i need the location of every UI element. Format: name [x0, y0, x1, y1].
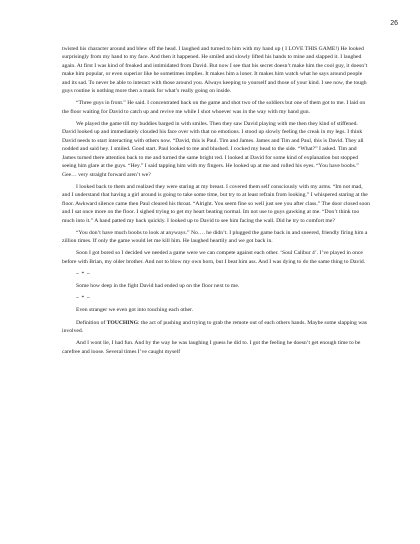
- paragraph: Even stranger we even got into touching each other.: [76, 307, 194, 314]
- paragraph: Soon I got bored so I decided we needed a game were we can compete against each other. ‘Soul Calibur 4’. I’ve played in once before with Brian, my older brother. And not to blow my own horn, but I beat him ass. And I was dying to do the same thing to David.: [62, 250, 366, 265]
- scene-break: ~ * ~: [76, 271, 91, 277]
- definition-lead: Definition of: [76, 319, 107, 326]
- paragraph: “You don’t have much boobs to look at anyways.” No…. he didn’t. I plugged the game back in and sneered, friendly firing him a zillion times. If only the game would let me kill him. He laughed heartily and we got back in.: [62, 229, 368, 245]
- paragraph: Some how deep in the fight David had ended up on the floor next to me.: [76, 283, 240, 290]
- paragraph: We played the game till my buddies barged in with smiles. Then they saw David playing with me then they kind of stiffened. David looked up and immediately clouded his face over with that no emotions. I stood up slowly feeling the creak in my legs. I think David needs to start interacting with others now. “David, this is Paul. Tim and James. James and Tim and Paul, this is David. They all nodded and said hey. I smiled. Good start. Paul looked to me and blushed. I cocked my head to the side. “What?” I asked. Tim and James turned there attention back to me and turned the same bright red. I looked at David for some kind of explanation but stopped seeing him glare at the guys. “Hey.” I said tapping him with my fingers. He looked up at me and rolled his eyes. “You have boobs.” Gee… very straight forward aren’t we?: [62, 121, 364, 178]
- paragraph: “Three guys in front.” He said. I concentrated back on the game and shot two of the soldiers but one of them got to me. I laid on the floor waiting for David to catch up and revive me while I shot whoever was in the way with my hand gun.: [62, 100, 366, 115]
- definition-text: : the act of pushing and trying to grab the remote out of each others hands. Maybe some slapping was involved.: [62, 319, 367, 335]
- definition-term: TOUCHING: [106, 319, 138, 326]
- body-text: [62, 45, 370, 360]
- paragraph: And I wont lie, I had fun. And by the way he was laughing I guess he did to. I got the feeling he doesn’t get enough time to be carefree and loose. Several times I’ve caught myself: [62, 340, 361, 355]
- page-number: 26: [390, 20, 398, 27]
- definition-paragraph: [62, 319, 370, 336]
- scene-break: ~ * ~: [76, 295, 91, 302]
- paragraph: twisted his character around and blew off the head. I laughed and turned to him with my hand up ( I LOVE THIS GAME!) He looked surprisingly from my hand to my face. And then it happened. He smiled and slowly lifted his hands to mine and slapped it. I laughed again. At first I was kind of freaked and intimidated from David. But now I see that his secret doesn’t make him the cool guy, it doesn’t make him popular, or even superior like he sometimes implies. It makes him a loner. It makes him watch what he says around people and its sad. To never be able to interact with those around you. Always keeping to yourself and those of your kind. I see now, the tough guys routine is nothing more then a mask for what’s really going on inside.: [62, 46, 368, 95]
- paragraph: I looked back to them and realized they were staring at my breast. I covered them self consciously with my arms. “Im not mad, and I understand that having a girl around is going to take some time, but try to at least refrain from looking.” I whispered staring at the floor. Awkward silence came then Paul cleared his throat. “Alright. You seem fine so well just see you after class.” The door closed soon and I sat once more on the floor. I sighed trying to get my heart beating normal. Im not use to guys gawking at me. “Don’t think too much into it.” A hand patted my back quickly. I looked up to David to see him facing the wall. Did he try to comfort me?: [62, 183, 370, 224]
